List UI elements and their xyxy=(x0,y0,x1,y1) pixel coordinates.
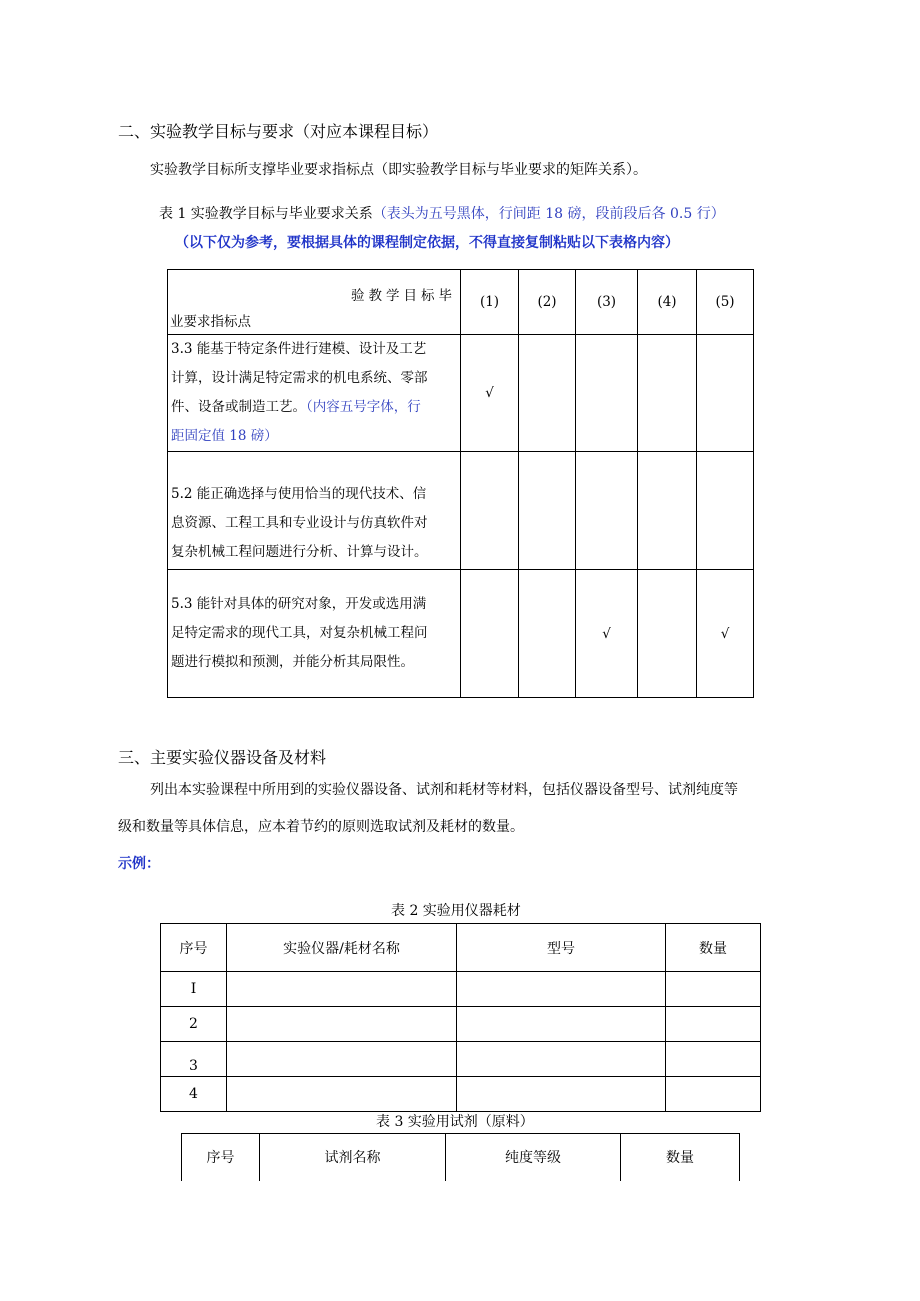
requirement-line: 5.3 能针对具体的研究对象，开发或选用满 xyxy=(171,596,427,612)
column-header: (4) xyxy=(638,270,697,335)
check-cell xyxy=(519,570,576,698)
requirement-line: 足特定需求的现代工具，对复杂机械工程问 xyxy=(171,625,428,641)
table-row xyxy=(161,1042,761,1077)
table-1-caption-line xyxy=(159,207,725,221)
requirement-cell xyxy=(168,452,461,570)
reference-notice: （以下仅为参考，要根据具体的课程制定依据，不得直接复制粘贴以下表格内容） xyxy=(175,235,679,251)
column-header: (2) xyxy=(519,270,576,335)
table-row xyxy=(161,1077,761,1112)
table-row xyxy=(168,452,754,570)
row-number: 2 xyxy=(161,1007,227,1042)
row-number: 4 xyxy=(161,1077,227,1112)
table-row xyxy=(168,570,754,698)
row-number: 3 xyxy=(161,1042,227,1077)
check-cell: √ xyxy=(576,570,638,698)
requirement-line: 复杂机械工程问题进行分析、计算与设计。 xyxy=(171,544,428,560)
table-row xyxy=(161,972,761,1007)
header-bottom-label: 业要求指标点 xyxy=(170,314,251,330)
table-header-row xyxy=(168,270,754,335)
requirement-line: 5.2 能正确选择与使用恰当的现代技术、信 xyxy=(171,486,427,502)
column-header: 数量 xyxy=(621,1134,740,1181)
check-cell: √ xyxy=(461,335,519,452)
requirement-line: 题进行模拟和预测，并能分析其局限性。 xyxy=(171,654,414,670)
requirement-cell xyxy=(168,570,461,698)
requirement-cell xyxy=(168,335,461,452)
column-header: 纯度等级 xyxy=(446,1134,621,1181)
check-cell xyxy=(461,452,519,570)
section-2-intro: 实验教学目标所支撑毕业要求指标点（即实验教学目标与毕业要求的矩阵关系）。 xyxy=(150,162,647,178)
table-row xyxy=(161,1007,761,1042)
requirement-line: 件、设备或制造工艺。（内容五号字体，行 xyxy=(171,399,421,415)
table-row xyxy=(168,335,754,452)
section-3-paragraph-line-2: 级和数量等具体信息，应本着节约的原则选取试剂及耗材的数量。 xyxy=(118,819,524,835)
column-header: 型号 xyxy=(457,924,666,972)
column-header: 实验仪器/耗材名称 xyxy=(227,924,457,972)
check-cell xyxy=(638,335,697,452)
table-3-caption: 表 3 实验用试剂（原料） xyxy=(376,1114,534,1130)
check-cell: √ xyxy=(697,570,754,698)
check-cell xyxy=(461,570,519,698)
check-cell xyxy=(697,335,754,452)
table-header-row xyxy=(182,1134,740,1181)
requirement-line: 计算，设计满足特定需求的机电系统、零部 xyxy=(171,370,428,386)
instruments-table xyxy=(160,923,761,1112)
check-cell xyxy=(576,452,638,570)
table-1-caption: 表 1 实验教学目标与毕业要求关系 xyxy=(159,206,373,222)
table-2-caption: 表 2 实验用仪器耗材 xyxy=(391,903,521,919)
format-note: （内容五号字体，行 xyxy=(306,399,421,415)
reagents-table xyxy=(181,1133,740,1181)
row-number: I xyxy=(161,972,227,1007)
section-2-heading: 二、实验教学目标与要求（对应本课程目标） xyxy=(118,122,439,141)
diagonal-header-cell xyxy=(168,270,461,335)
format-note: 距固定值 18 磅） xyxy=(171,428,278,444)
check-cell xyxy=(519,452,576,570)
check-cell xyxy=(638,452,697,570)
table-header-row xyxy=(161,924,761,972)
goals-requirements-table xyxy=(167,269,754,698)
column-header: (3) xyxy=(576,270,638,335)
check-cell xyxy=(576,335,638,452)
header-top-label: 验教学目标毕 xyxy=(351,288,456,304)
column-header: (5) xyxy=(697,270,754,335)
column-header: 序号 xyxy=(161,924,227,972)
column-header: 序号 xyxy=(182,1134,260,1181)
column-header: (1) xyxy=(461,270,519,335)
example-label: 示例： xyxy=(118,856,160,872)
column-header: 试剂名称 xyxy=(260,1134,446,1181)
section-3-paragraph-line-1: 列出本实验课程中所用到的实验仪器设备、试剂和耗材等材料，包括仪器设备型号、试剂纯度等 xyxy=(150,782,738,798)
check-cell xyxy=(638,570,697,698)
table-1-caption-note: （表头为五号黑体，行间距 18 磅，段前段后各 0.5 行） xyxy=(372,206,725,222)
check-cell xyxy=(697,452,754,570)
requirement-line: 息资源、工程工具和专业设计与仿真软件对 xyxy=(171,515,428,531)
section-3-heading: 三、主要实验仪器设备及材料 xyxy=(118,748,327,767)
check-cell xyxy=(519,335,576,452)
requirement-line: 3.3 能基于特定条件进行建模、设计及工艺 xyxy=(171,341,427,357)
column-header: 数量 xyxy=(666,924,761,972)
